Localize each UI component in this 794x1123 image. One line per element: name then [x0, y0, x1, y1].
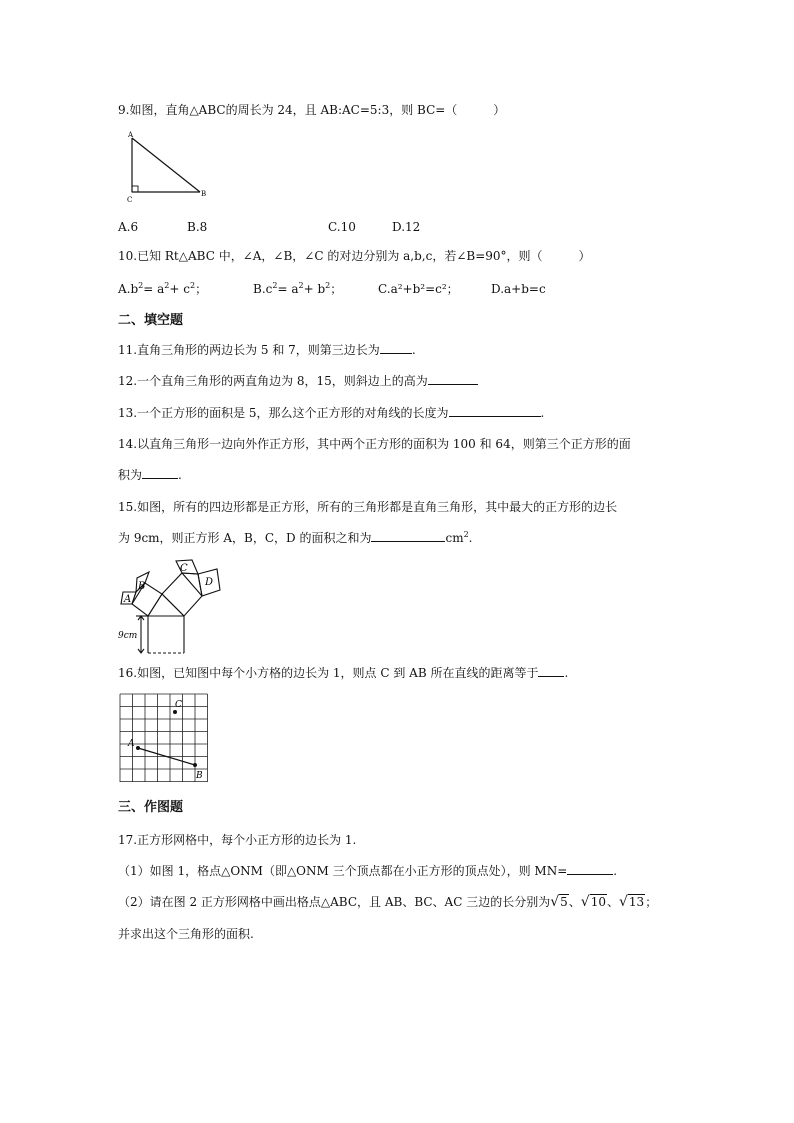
section-fill-blank-title: 二、填空题: [118, 313, 184, 328]
q10-option-a[interactable]: $A.b^2= a^2+ c^2$；: [118, 281, 208, 296]
q17-line4: 并求出这个三角形的面积.: [118, 927, 254, 941]
q15-answer-blank[interactable]: [371, 530, 445, 542]
q16-answer-blank[interactable]: [538, 665, 564, 677]
q17-mn-answer-blank[interactable]: [567, 863, 613, 875]
q16-point-c: [173, 710, 177, 714]
q13-answer-blank[interactable]: [449, 405, 541, 417]
q11-answer-blank[interactable]: [380, 342, 412, 354]
sqrt-5: √5: [550, 894, 568, 910]
q14-answer-blank[interactable]: [142, 467, 178, 479]
q15-label-b: B: [138, 581, 146, 592]
q15-line2: 为 9cm，则正方形 A，B，C，D 的面积之和为 $cm^2$.: [118, 530, 473, 545]
q13-text: 13.一个正方形的面积是 5，那么这个正方形的对角线的长度为 .: [118, 406, 545, 420]
q10-text: 10.已知 Rt△ABC 中，∠A，∠B，∠C 的对边分别为 a,b,c，若∠B=90°，则（ ）: [118, 249, 591, 263]
q11-text: 11.直角三角形的两边长为 5 和 7，则第三边长为 .: [118, 343, 416, 357]
q14-line2: 积为 .: [118, 468, 182, 482]
q15-label-length: 9cm: [118, 631, 138, 641]
q16-grid-figure: [118, 692, 214, 784]
q9-label-b: B: [201, 190, 207, 198]
q16-text: 16.如图，已知图中每个小方格的边长为 1，则点 C 到 AB 所在直线的距离等于 .: [118, 666, 569, 680]
q9-option-b[interactable]: B.8: [187, 220, 208, 234]
q9-label-c: C: [127, 196, 133, 204]
section-drawing-title: 三、作图题: [118, 800, 184, 815]
q15-line1: 15.如图，所有的四边形都是正方形，所有的三角形都是直角三角形，其中最大的正方形的边长: [118, 500, 618, 514]
q17-line3: （2）请在图 2 正方形网格中画出格点△ABC，且 AB、BC、AC 三边的长分别为√5、√10、√13；: [118, 894, 658, 910]
q10-option-c[interactable]: C.a²+b²=c²；: [378, 282, 459, 296]
sqrt-13: √13: [619, 894, 645, 910]
q14-line1: 14.以直角三角形一边向外作正方形，其中两个正方形的面积为 100 和 64，则第三个正方形的面: [118, 437, 631, 451]
q10-option-b[interactable]: $B.c^2= a^2+ b^2$；: [253, 281, 343, 296]
q9-option-a[interactable]: A.6: [118, 220, 139, 234]
q12-text: 12.一个直角三角形的两直角边为 8，15，则斜边上的高为: [118, 373, 478, 389]
q15-pythagoras-tree-figure: [116, 556, 234, 656]
q16-point-a: [136, 746, 140, 750]
q9-triangle-figure: [118, 128, 213, 204]
q15-label-d: D: [205, 577, 214, 588]
sqrt-10: √10: [580, 894, 606, 910]
q9-option-c[interactable]: C.10: [328, 220, 356, 234]
q16-point-b: [193, 763, 197, 767]
q12-answer-blank[interactable]: [428, 373, 478, 385]
q16-label-a: A: [128, 739, 135, 749]
q15-label-c: C: [180, 563, 188, 574]
q9-text: 9.如图，直角△ABC的周长为 24，且 AB:AC=5:3，则 BC=（ ）: [118, 103, 506, 117]
q16-label-c: C: [175, 700, 182, 710]
q17-line1: 17.正方形网格中，每个小正方形的边长为 1.: [118, 833, 357, 847]
q16-label-b: B: [196, 771, 203, 781]
q10-option-d[interactable]: D.a+b=c: [491, 282, 546, 296]
q17-line2: （1）如图 1，格点△ONM（即△ONM 三个顶点都在小正方形的顶点处），则 MN= .: [118, 864, 618, 878]
q15-label-a: A: [124, 594, 132, 605]
q9-option-d[interactable]: D.12: [392, 220, 421, 234]
q9-label-a: A: [128, 131, 134, 139]
